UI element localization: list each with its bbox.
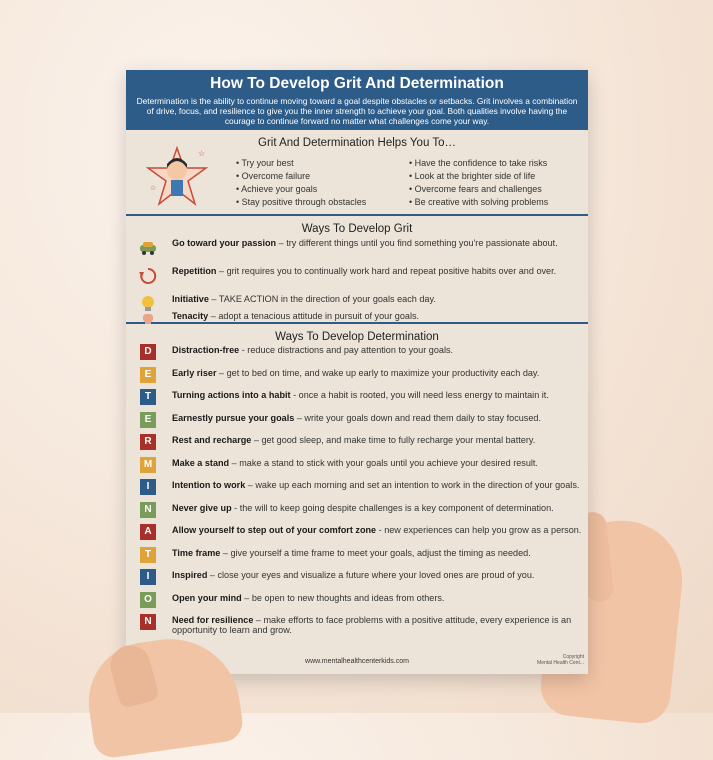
grit-term: Go toward your passion: [172, 238, 277, 248]
grit-term: Tenacity: [172, 311, 209, 321]
list-item: [134, 266, 580, 288]
det-term: Rest and recharge: [172, 435, 252, 445]
det-term: Inspired: [172, 570, 208, 580]
det-text: – write your goals down and read them daily to stay focused.: [294, 412, 541, 423]
superhero-character-icon: [146, 146, 208, 208]
letter-badge: I: [140, 569, 156, 585]
grit-list: [134, 238, 580, 328]
det-term: Intention to work: [172, 480, 246, 490]
list-item: [134, 238, 580, 260]
copyright-label: Copyright: [562, 654, 584, 660]
det-text: - the will to keep going despite challenges is a key component of determination.: [231, 502, 554, 513]
page-title: How To Develop Grit And Determination: [210, 75, 504, 92]
helps-title: Grit And Determination Helps You To…: [258, 137, 456, 149]
det-text: – get good sleep, and make time to fully recharge your mental battery.: [251, 435, 536, 445]
det-text: – make a stand to stick with your goals until you achieve your desired result.: [229, 457, 538, 468]
list-item: • Be creative with solving problems: [409, 196, 548, 209]
det-term: Never give up: [172, 502, 232, 513]
list-item: [134, 615, 582, 638]
det-term: Earnestly pursue your goals: [172, 412, 295, 423]
list-item: • Overcome failure: [236, 170, 366, 183]
list-item: • Achieve your goals: [236, 183, 366, 196]
list-item: • Have the confidence to take risks: [409, 157, 548, 170]
letter-badge: E: [140, 412, 156, 428]
letter-badge: A: [140, 524, 156, 540]
list-item: [134, 525, 582, 548]
list-item: [134, 458, 582, 481]
letter-badge: T: [140, 389, 156, 405]
det-term: Turning actions into a habit: [172, 390, 291, 400]
grit-term: Repetition: [172, 266, 217, 276]
det-term: Allow yourself to step out of your comfort zone: [172, 525, 377, 535]
det-text: - reduce distractions and pay attention to your goals.: [239, 345, 454, 355]
list-item: • Try your best: [236, 157, 366, 170]
det-term: Time frame: [172, 547, 221, 558]
determination-title: Ways To Develop Determination: [275, 331, 439, 343]
det-text: - once a habit is rooted, you will need less energy to maintain it.: [290, 390, 549, 400]
repeat-arrow-icon: [138, 266, 158, 286]
copyright-brand: Mental Health Cent...: [537, 660, 584, 666]
det-text: – wake up each morning and set an intention to work in the direction of your goals.: [245, 480, 580, 490]
det-text: – give yourself a time frame to meet your goals, adjust the timing as needed.: [220, 547, 531, 558]
list-item: • Stay positive through obstacles: [236, 196, 366, 209]
list-item: [134, 413, 582, 436]
intro-text: Determination is the ability to continue moving toward a goal despite obstacles or setbacks. Grit involves a combination of drive, focus, and resilience to give you the inner strength to achieve your goal. Both qualities involve having the courage to continue forward no matter what challenges come your way.: [136, 96, 578, 126]
grit-title: Ways To Develop Grit: [301, 223, 413, 235]
list-item: [134, 390, 582, 413]
grit-text: – grit requires you to continually work hard and repeat positive habits over and over.: [216, 266, 557, 276]
det-text: – get to bed on time, and wake up early to maximize your productivity each day.: [216, 367, 540, 378]
det-term: Early riser: [172, 367, 217, 378]
list-item: [134, 345, 582, 368]
svg-text:☆: ☆: [198, 149, 206, 158]
det-term: Make a stand: [172, 457, 230, 468]
helps-section: [126, 130, 588, 216]
grit-text: – TAKE ACTION in the direction of your goals each day.: [208, 294, 436, 304]
list-item: [134, 435, 582, 458]
letter-badge: I: [140, 479, 156, 495]
list-item: [134, 480, 582, 503]
letter-badge: R: [140, 434, 156, 450]
letter-badge: T: [140, 547, 156, 563]
det-term: Need for resilience: [172, 615, 254, 625]
grit-text: – adopt a tenacious attitude in pursuit of your goals.: [208, 311, 420, 321]
header-banner: [126, 70, 588, 130]
letter-badge: O: [140, 592, 156, 608]
grit-term: Initiative: [172, 294, 209, 304]
list-item: • Look at the brighter side of life: [409, 170, 548, 183]
list-item: [134, 294, 580, 305]
letter-badge: E: [140, 367, 156, 383]
letter-badge: D: [140, 344, 156, 360]
svg-text:☆: ☆: [150, 185, 157, 192]
list-item: [134, 570, 582, 593]
det-term: Open your mind: [172, 592, 242, 603]
list-item: [134, 548, 582, 571]
footer-url: www.mentalhealthcenterkids.com: [305, 658, 409, 665]
det-term: Distraction-free: [172, 345, 240, 355]
list-item: [134, 311, 580, 322]
letter-badge: N: [140, 614, 156, 630]
letter-badge: M: [140, 457, 156, 473]
list-item: • Overcome fears and challenges: [409, 183, 548, 196]
grit-section: [126, 216, 588, 324]
determination-section: [126, 324, 588, 674]
determination-list: [134, 345, 582, 638]
car-icon: [138, 238, 158, 258]
list-item: [134, 503, 582, 526]
det-text: – make efforts to face problems with a positive attitude, every experience is an opportunity to learn and grow.: [172, 615, 572, 635]
letter-badge: N: [140, 502, 156, 518]
list-item: [134, 593, 582, 616]
det-text: – close your eyes and visualize a future where your loved ones are proud of you.: [207, 570, 535, 580]
grit-text: – try different things until you find something you're passionate about.: [276, 238, 558, 248]
worksheet: [126, 70, 588, 674]
det-text: – be open to new thoughts and ideas from others.: [241, 592, 445, 603]
det-text: - new experiences can help you grow as a person.: [376, 525, 582, 535]
copyright-note: [537, 654, 584, 666]
list-item: [134, 368, 582, 391]
helps-left-list: [236, 157, 366, 209]
helps-right-list: [409, 157, 548, 209]
